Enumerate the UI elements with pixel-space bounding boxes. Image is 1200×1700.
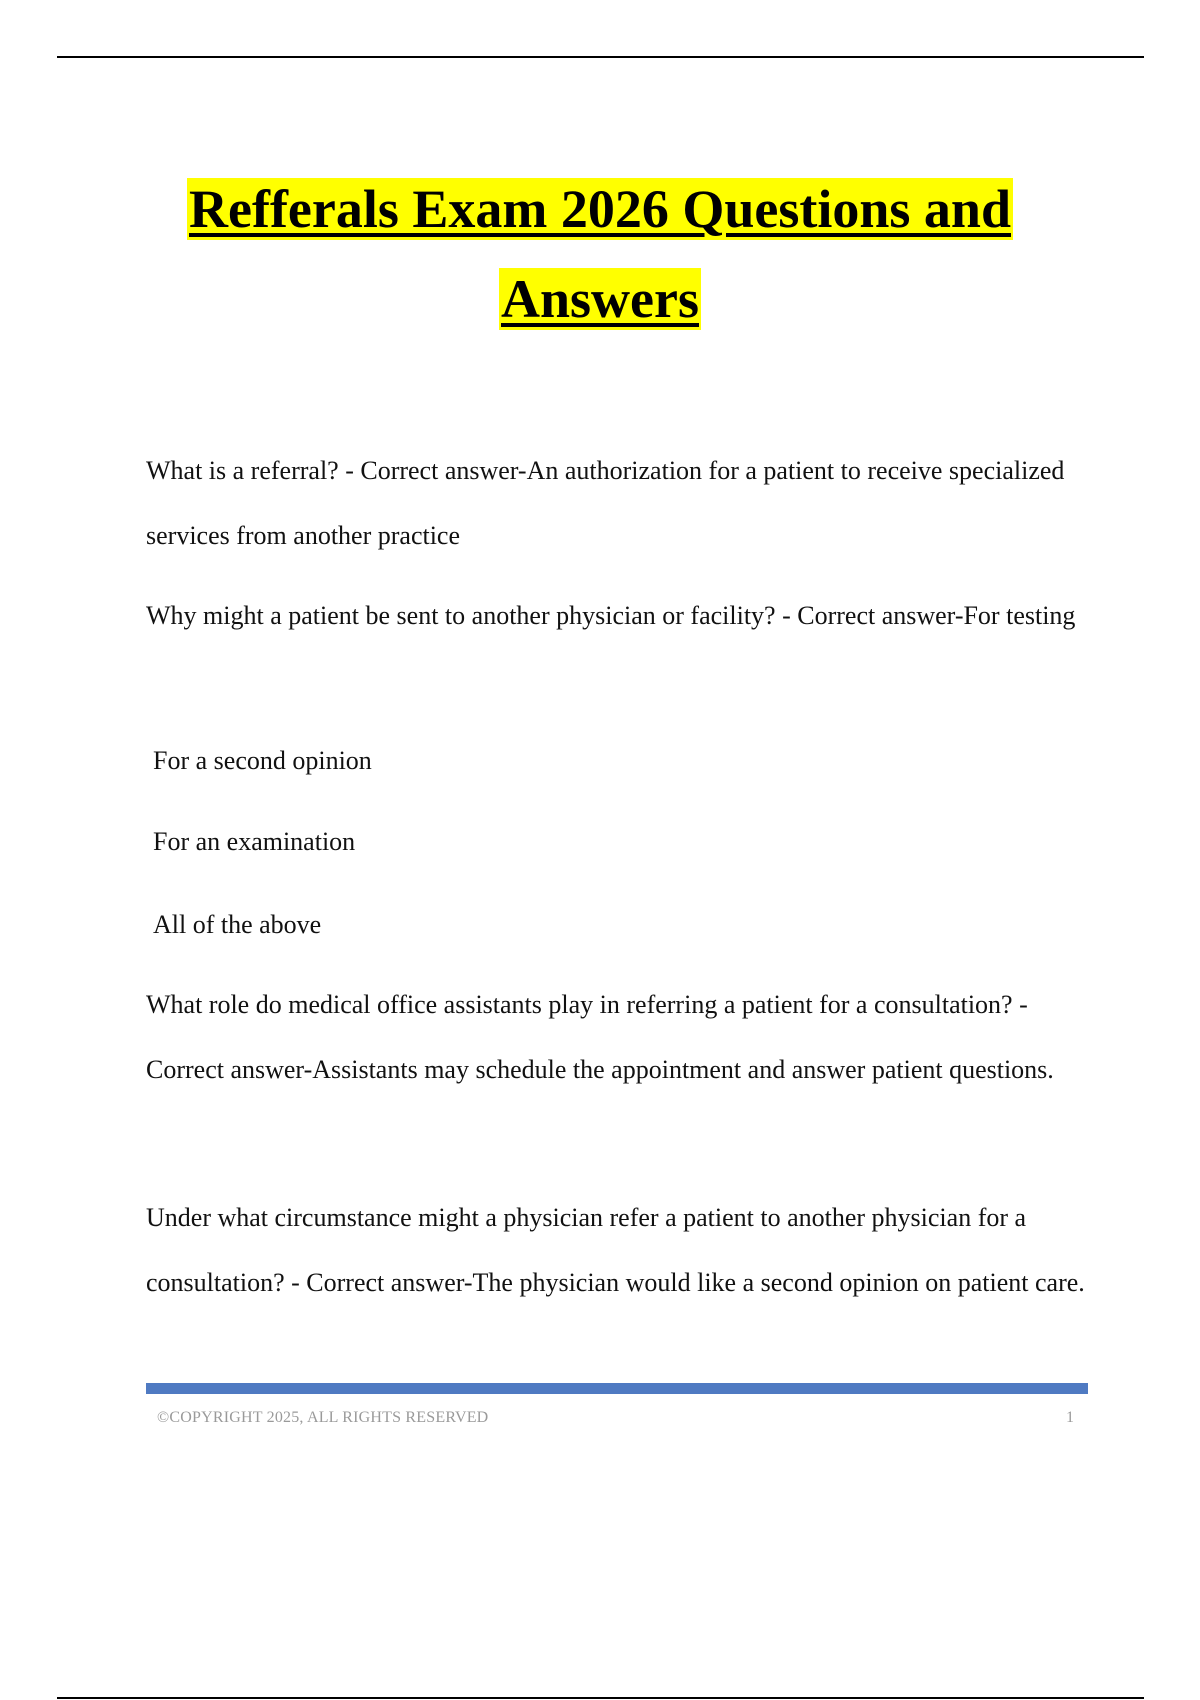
footer-copyright: ©COPYRIGHT 2025, ALL RIGHTS RESERVED (157, 1409, 489, 1426)
answer-option-1: For a second opinion (153, 746, 372, 775)
qa-paragraph-2: Why might a patient be sent to another physician or facility? - Correct answer-For testing (146, 601, 1076, 630)
title-line-2: Answers (501, 269, 699, 329)
answer-option-2: For an examination (153, 827, 356, 856)
top-rule (57, 56, 1144, 58)
page-number: 1 (1066, 1409, 1074, 1426)
answer-option-3: All of the above (153, 910, 322, 939)
bottom-rule (57, 1697, 1144, 1699)
footer-bar (146, 1383, 1088, 1394)
qa-paragraph-3: What role do medical office assistants play in referring a patient for a consultation? - Correct answer-Assistants may schedule the appointment and answer patient questions. (146, 990, 1054, 1084)
qa-paragraph-4: Under what circumstance might a physician refer a patient to another physician for a consultation? - Correct answer-The physician would like a second opinion on patient care. (146, 1203, 1085, 1297)
title-line-1: Refferals Exam 2026 Questions and (189, 179, 1011, 239)
qa-paragraph-1: What is a referral? - Correct answer-An authorization for a patient to receive specialized services from another practice (146, 456, 1065, 550)
